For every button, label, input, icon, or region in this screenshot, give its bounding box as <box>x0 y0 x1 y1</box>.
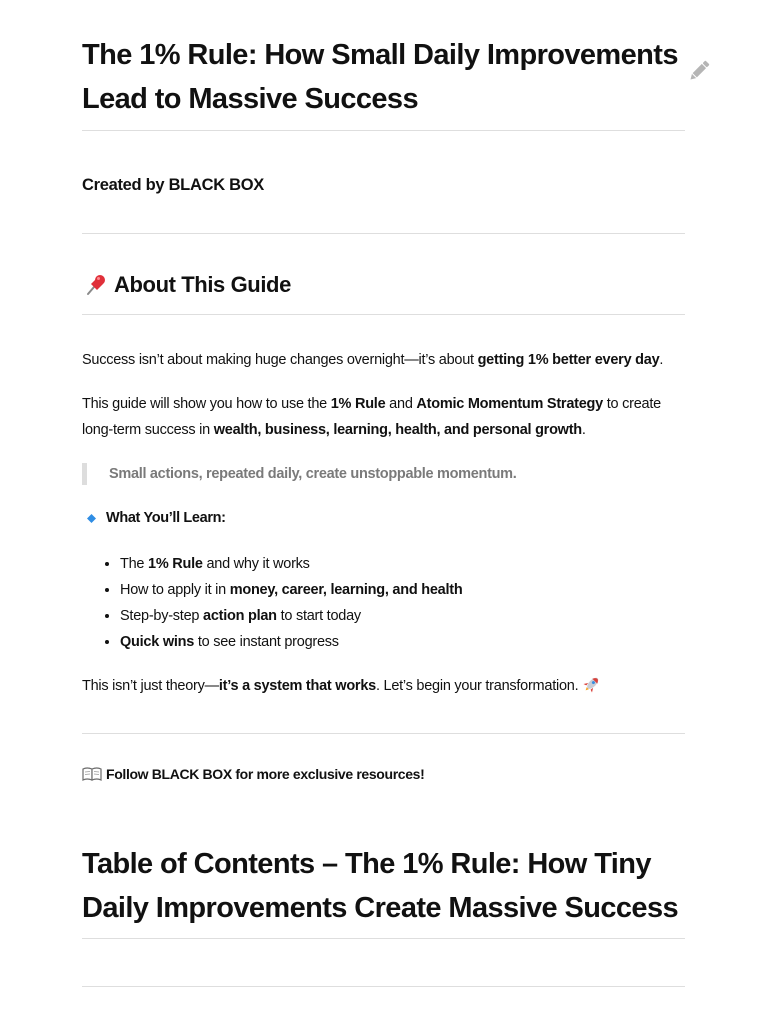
pencil-edit-icon[interactable] <box>686 58 712 84</box>
pushpin-icon <box>82 272 108 298</box>
blue-diamond-icon <box>87 514 96 523</box>
learn-list <box>82 551 462 655</box>
about-heading-text: About This Guide <box>114 272 291 297</box>
outro-paragraph: This isn’t just theory—it’s a system that works. Let’s begin your transformation. <box>82 673 602 699</box>
list-item: • How to apply it in money, career, learning, and health <box>120 577 462 603</box>
divider <box>82 986 685 987</box>
toc-title: Table of Contents – The 1% Rule: How Tiny Daily Improvements Create Massive Success <box>82 848 678 924</box>
list-item: • Step-by-step action plan to start today <box>120 603 462 629</box>
created-by-label: Created by BLACK BOX <box>82 176 264 194</box>
page-title: The 1% Rule: How Small Daily Improvements Lead to Massive Success <box>82 39 678 115</box>
learn-heading: What You’ll Learn: <box>82 510 226 526</box>
blockquote: Small actions, repeated daily, create unstoppable momentum. <box>82 463 516 485</box>
rocket-icon <box>582 675 602 693</box>
guide-paragraph: This guide will show you how to use the 1% Rule and Atomic Momentum Strategy to create long-term success in wealth, business, learning, health, and personal growth. <box>82 396 661 438</box>
follow-note: Follow BLACK BOX for more exclusive resources! <box>82 766 424 782</box>
open-book-icon <box>82 767 102 781</box>
list-item: • Quick wins to see instant progress <box>120 629 462 655</box>
list-item: • The 1% Rule and why it works <box>120 551 462 577</box>
divider <box>82 314 685 315</box>
intro-paragraph: Success isn’t about making huge changes overnight—it’s about getting 1% better every day. <box>82 352 664 368</box>
divider <box>82 233 685 234</box>
divider <box>82 938 685 939</box>
about-heading <box>82 272 291 298</box>
divider <box>82 733 685 734</box>
divider <box>82 130 685 131</box>
